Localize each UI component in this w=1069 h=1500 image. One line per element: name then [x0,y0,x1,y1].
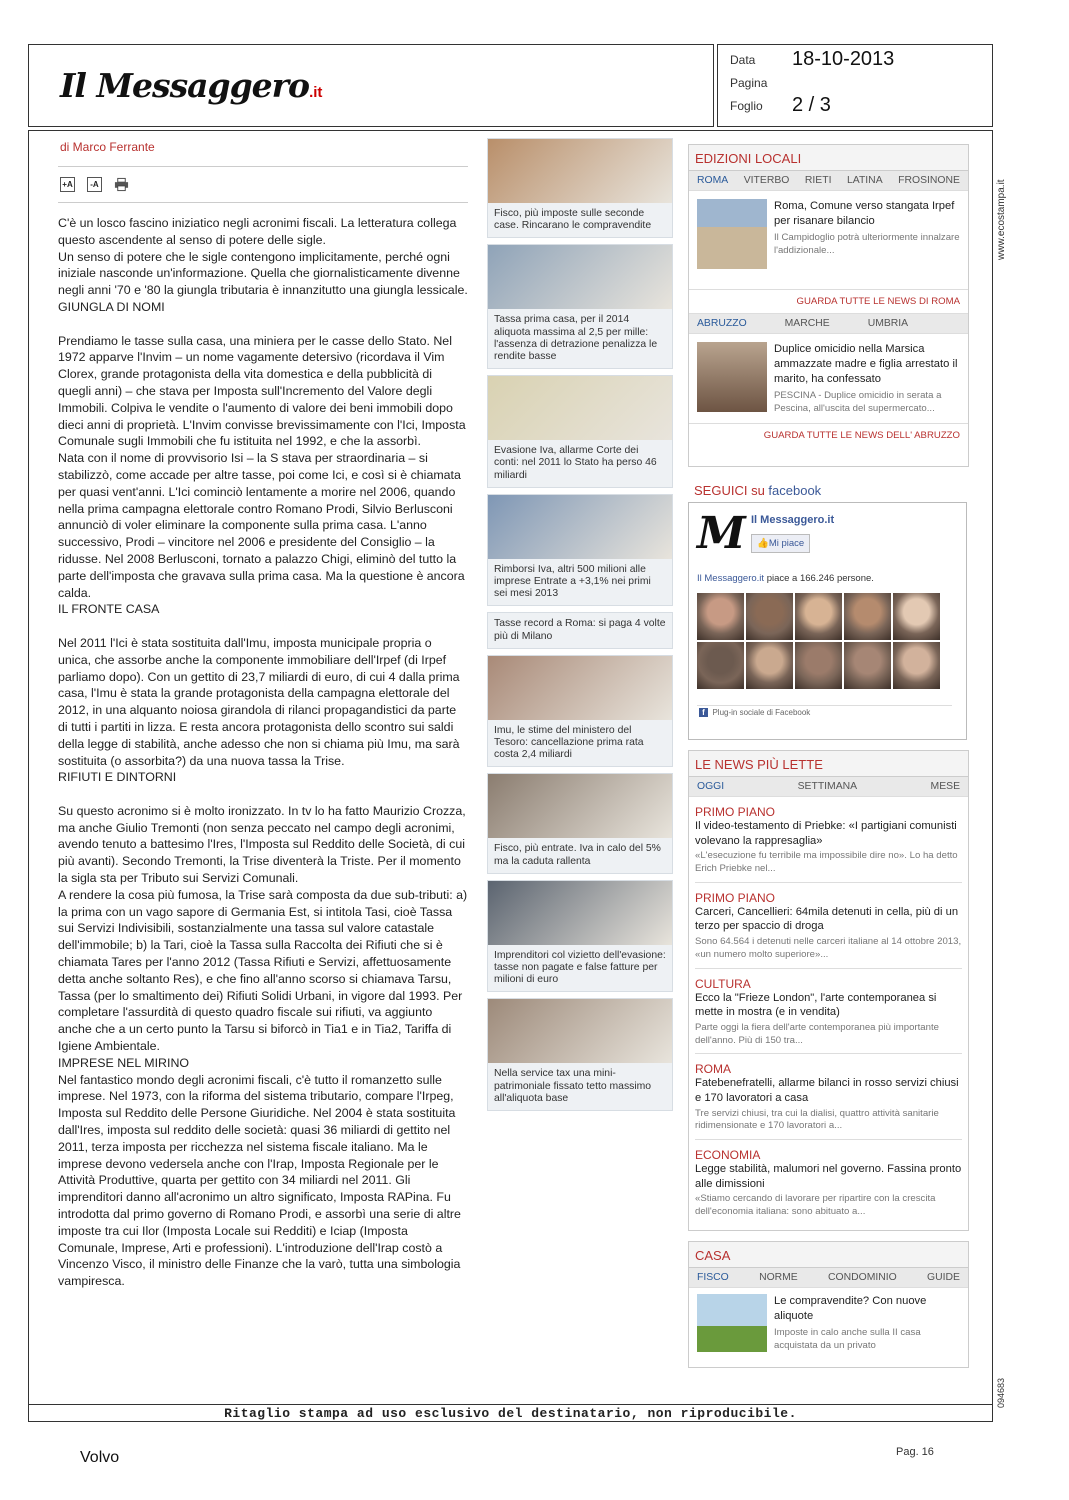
casa-title: CASA [689,1242,968,1268]
client-name: Volvo [80,1449,120,1466]
facebook-widget [688,502,967,740]
divider [695,1139,962,1140]
tab-frosinone[interactable]: FROSINONE [898,175,960,186]
most-read-item[interactable] [695,1062,962,1140]
casa-news[interactable] [689,1288,968,1358]
house-photo [697,1294,767,1352]
news-summary: Tre servizi chiusi, tra cui la dialisi, quattro attività sanitarie ridimensionate e 170 lavoratori a... [695,1107,939,1132]
newspaper-logo: Il Messaggero.it [60,66,323,105]
foglio-label: Foglio [730,99,763,113]
paragraph-gap [58,786,468,803]
print-icon[interactable] [114,177,129,192]
news-summary: Il Campidoglio potrà ulteriormente innalzare l'addizionale... [774,232,960,256]
right-sidebar [688,144,969,1368]
fan-avatar[interactable] [893,593,940,640]
article-photo [488,656,672,720]
increase-font-button[interactable]: +A [60,177,75,192]
news-summary: Parte oggi la fiera dell'arte contemporanea più importante dell'anno. Più di 150 tra... [695,1021,939,1046]
fan-avatar[interactable] [746,593,793,640]
related-article-card[interactable] [487,880,673,993]
section-heading: RIFIUTI E DINTORNI [58,770,177,785]
casa-tabs [689,1268,968,1288]
facebook-title: SEGUICI su facebook [694,483,822,498]
article-caption[interactable]: Rimborsi Iva, altri 500 milioni alle imprese Entrate a +3,1% nei primi sei mesi 2013 [494,563,651,600]
tab-oggi[interactable]: OGGI [697,781,725,792]
decrease-font-button[interactable]: -A [87,177,102,192]
article-photo [488,774,672,838]
article-caption[interactable]: Evasione Iva, allarme Corte dei conti: nel 2011 lo Stato ha perso 46 miliardi [494,445,657,481]
related-article-card[interactable] [487,244,673,369]
tab-condominio[interactable]: CONDOMINIO [828,1272,897,1283]
article-photo [488,881,672,945]
paragraph-gap [58,316,468,333]
tab-settimana[interactable]: SETTIMANA [797,781,858,792]
article-caption[interactable]: Imu, le stime del ministero del Tesoro: cancellazione prima rata costa 2,4 miliardi [494,724,644,761]
page-number: Pag. 16 [896,1446,934,1458]
fan-avatar[interactable] [844,642,891,689]
article-paragraph: Prendiamo le tasse sulla casa, una miniera per le casse dello Stato. Nel 1972 apparve l'Invim – un nome vagamente detersivo (ricordava il Vim Clorex, grande protagonista della vita domestica e della pubblicità di quegli anni) – che stava per Imposta sull'Incremento del Valore degli Immobili. Colpiva le vendite o l'aumento di valore dei beni immobili dopo dieci anni di proprietà. L'Invim convisse brevissimamente con l'Ici, Imposta Comunale sugli Immobili che fu istituita nel 1992, e che la assorbì. [58,333,466,449]
tab-rieti[interactable]: RIETI [804,175,832,186]
news-title[interactable]: Ecco la "Frieze London", l'arte contemporanea si mette in mostra (e in vendita) [695,991,937,1019]
divider [58,202,468,203]
fan-avatar[interactable] [844,593,891,640]
related-article-card[interactable] [487,612,673,648]
article-caption[interactable]: Nella service tax una mini-patrimoniale fissato tetto massimo all'aliquota base [494,1068,652,1104]
tab-umbria[interactable]: UMBRIA [867,318,909,329]
related-article-card[interactable] [487,494,673,607]
news-summary: PESCINA - Duplice omicidio in serata a Pescina, all'uscita del supermercato... [774,390,942,414]
most-read-item[interactable] [695,977,962,1055]
see-all-abruzzo-link[interactable]: GUARDA TUTTE LE NEWS DELL' ABRUZZO [689,423,968,447]
article-photo [488,245,672,309]
news-summary: «Stiamo cercando di lavorare per ripartire con la crescita dell'economia italiana: sono abituato a... [695,1193,936,1218]
related-article-card[interactable] [487,138,673,238]
tab-abruzzo[interactable]: ABRUZZO [697,318,747,329]
article-photo [488,376,672,440]
pagina-label: Pagina [730,76,768,90]
see-all-roma-link[interactable]: GUARDA TUTTE LE NEWS DI ROMA [689,289,968,313]
article-caption[interactable]: Imprenditori col vizietto dell'evasione: tasse non pagate e false fatture per milioni di euro [494,949,666,986]
side-code: 094683 [996,1377,1006,1408]
divider [695,1053,962,1054]
article-body [58,215,468,1290]
article-photo [488,999,672,1063]
tab-viterbo[interactable]: VITERBO [743,175,790,186]
category-label: ECONOMIA [695,1148,761,1163]
divider [695,968,962,969]
article-photo [488,139,672,203]
most-read-box [688,750,969,1231]
category-label: PRIMO PIANO [695,890,776,905]
news-title[interactable]: Il video-testamento di Priebke: «I partigiani comunisti volevano la rappresaglia» [695,820,957,847]
most-read-title: LE NEWS PIÙ LETTE [689,751,968,777]
article-photo [488,495,672,559]
article-author: di Marco Ferrante [60,140,155,154]
tab-guide[interactable]: GUIDE [927,1272,960,1283]
facebook-plugin-note: f Plug-in sociale di Facebook [699,708,810,717]
news-title[interactable]: Le compravendite? Con nuove aliquote [774,1295,927,1322]
campidoglio-photo [697,199,767,269]
edizione-news-abruzzo[interactable] [689,334,968,421]
edizione-news-roma[interactable] [689,191,968,275]
fan-avatar[interactable] [893,642,940,689]
news-summary: Sono 64.564 i detenuti nelle carceri italiane al 14 ottobre 2013, «un numero molto superiore»... [695,935,962,960]
fan-avatars [697,593,947,689]
tab-norme[interactable]: NORME [759,1272,798,1283]
category-label: CULTURA [695,976,751,991]
messaggero-m-logo: M [697,508,746,559]
fan-avatar[interactable] [697,593,744,640]
most-read-item[interactable] [695,891,962,969]
news-title[interactable]: Legge stabilità, malumori nel governo. Fassina pronto alle dimissioni [695,1163,962,1190]
related-thumbnails [487,138,673,1117]
edizioni-tabs-2 [689,313,968,334]
edizioni-tabs-1 [689,171,968,191]
article-paragraph: Nel 2011 l'Ici è stata sostituita dall'Imu, imposta municipale propria o unica, che assorbe anche la componente immobiliare dell'Irpef (di Irpef parliamo dopo). Con un gettito di 23,7 miliardi di euro, di cui 4 dalla prima casa, l'Imu è stata la grande protagonista della campagna elettorale del 2012, in una alquanto noiosa girandola di rilanci propagandistici da parte di tutti i partiti in lizza. E resta ancora protagonista dello scontro sui saldi della legge di stabilità, anche adesso che non si chiama più Imu, ma sarà sostituita (o assorbita?) da una nuova tassa la Trise. [58,635,460,768]
article-caption[interactable]: Tasse record a Roma: si paga 4 volte più di Milano [494,618,666,642]
tab-mese[interactable]: MESE [930,781,960,792]
article-paragraph: Nel fantastico mondo degli acronimi fiscali, c'è tutto il romanzetto sulle imprese. Nel 1973, con la riforma del sistema tributario, compare l'Irpeg, Imposta sul Reddito delle Persone Giuridiche. Nel 2004 è stata sostituita dall'Ires, imposta sul reddito delle società: quasi 36 miliardi di gettito nel 2011, terza imposta per ricchezza nel sistema fiscale italiano. Ma le imprese devono vedersela anche con l'Irap, Imposta Regionale per le Attività Produttive, quarta per gettito con 34 miliardi nel 2011. Gli imprenditori danno all'acronimo un altro significato, Imposta RAPina. Fu introdotta dal primo governo di Romano Prodi, e assorbì una serie di altre imposte tra cui Ilor (Imposta Locale sui Redditi) e Iciap (Imposta Comunale, Imprese, Arti e professioni). L'introduzione dell'Irap costò a Vincenzo Visco, il ministro delle Finanze che la varò, tutta una simbologia vampiresca. [58,1072,461,1289]
paragraph-gap [58,618,468,635]
edizioni-title: EDIZIONI LOCALI [689,145,968,171]
news-title[interactable]: Fatebenefratelli, allarme bilanci in rosso servizi chiusi e 170 lavoratori a casa [695,1077,959,1104]
section-heading: GIUNGLA DI NOMI [58,299,165,314]
most-read-item[interactable] [695,805,962,883]
facebook-icon: f [699,708,708,717]
tab-fisco[interactable]: FISCO [697,1272,729,1283]
facebook-page-name[interactable]: Il Messaggero.it [751,514,835,526]
news-title[interactable]: Carceri, Cancellieri: 64mila detenuti in cella, più di un terzo per spaccio di droga [695,905,959,933]
related-article-card[interactable] [487,375,673,488]
side-url: www.ecostampa.it [996,179,1007,260]
divider [695,882,962,883]
article-caption[interactable]: Fisco, più imposte sulle seconde case. Rincarano le compravendite [494,208,652,232]
related-article-card[interactable] [487,773,673,873]
news-summary: Imposte in calo anche sulla II casa acquistata da un privato [774,1327,921,1351]
most-read-tabs [689,777,968,797]
fan-avatar[interactable] [795,642,842,689]
article-paragraph: C'è un losco fascino iniziatico negli acronimi fiscali. La letteratura collega questo ascendente al senso di potere delle sigle. [58,216,457,247]
data-label: Data [730,53,756,67]
like-button[interactable]: 👍Mi piace [751,534,810,553]
casa-box [688,1241,969,1368]
fan-avatar[interactable] [697,642,744,689]
fan-avatar[interactable] [795,593,842,640]
article-paragraph: Nata con il nome di provvisorio Isi – la S stava per straordinaria – si stabilizzò, come accade per altre tasse, poi come Ici, e così si è chiamata per quasi vent'anni. L'Ici cominciò lentamente a morire nel 2006, quando nella prima campagna elettorale contro Romano Prodi, Silvio Berlusconi annunciò di voler eliminare la componente sulla prima casa. L'anno successivo, Prodi – vincitore nel 2006 e presidente del Consiglio – la ridusse. Nel 2008 Berlusconi, tornato a palazzo Chigi, eliminò del tutto la parte dell'imposta che gravava sulla prima casa. Ma la questione è ancora calda. [58,451,465,600]
most-read-item[interactable] [695,1148,962,1219]
tab-latina[interactable]: LATINA [847,175,883,186]
data-value: 18-10-2013 [792,48,895,70]
news-title[interactable]: Roma, Comune verso stangata Irpef per risanare bilancio [774,200,955,227]
category-label: ROMA [695,1062,731,1077]
tab-roma[interactable]: ROMA [697,175,729,186]
news-title[interactable]: Duplice omicidio nella Marsica ammazzate madre e figlia arrestato il marito, ha confessato [774,343,958,385]
disclaimer: Ritaglio stampa ad uso esclusivo del destinatario, non riproducibile. [224,1406,797,1421]
article-paragraph: Un senso di potere che le sigle contengono implicitamente, perché ogni iniziale nasconde un'informazione. Quella che giornalisticamente divenne negli anni '70 e '80 la giungla tributaria è innanzitutto una giungla lessicale. [58,249,468,298]
tab-marche[interactable]: MARCHE [784,318,830,329]
most-read-list [689,805,968,1219]
article-paragraph: A rendere la cosa più fumosa, la Trise sarà composta da due sub-tributi: a) la prima con un vago sapore di Germania Est, si intitola Tasi, cioè Tassa sui Servizi Indivisibili, sostanzialmente una tassa sul valore catastale dell'immobile; b) la Tari, cioè la Tassa sulla Raccolta dei Rifiuti che si è chiamata Tares per l'anno 2012 (Tassa Rifiuti e Servizi, affettuosamente detta anche soltanto Res), e che fino all'anno scorso si chiamava Tarsu, Tassa (per lo smaltimento dei) Rifiuti Solidi Urbani, in vigore dal 1993. Per completare l'assurdità di questo quadro fiscale sui rifiuti, va aggiunto anche che a un certo punto la Tarsu si biforcò in Tia1 e in Tia2, Tariffa di Igiene Ambientale. [58,887,468,1054]
news-summary: «L'esecuzione fu terribile ma impossibile dire no». Lo ha detto Erich Priebke nel... [695,850,958,874]
article-paragraph: Su questo acronimo si è molto ironizzato. In tv lo ha fatto Maurizio Crozza, ma anche Giulio Tremonti (non senza peccato nel campo degli acronimi, avendo tenuto a battesimo l'Ires, l'Imposta sul Reddito delle Società, di cui più avanti). Secondo Tremonti, la Trise diventerà la Triste. Per il momento la sigla sta per Tributo sui Servizi Comunali. [58,803,466,886]
section-heading: IMPRESE NEL MIRINO [58,1055,190,1070]
likes-count: Il Messaggero.it piace a 166.246 persone. [697,573,874,584]
thumbs-up-icon: 👍 [757,538,769,549]
divider [58,166,468,167]
foglio-value: 2 / 3 [792,94,831,116]
article-tools [60,177,468,192]
article-caption[interactable]: Tassa prima casa, per il 2014 aliquota massima al 2,5 per mille: l'assenza di detrazione penalizza le rendite basse [494,314,658,363]
crime-scene-photo [697,342,767,412]
article-caption[interactable]: Fisco, più entrate. Iva in calo del 5% ma la caduta rallenta [494,843,661,867]
section-heading: IL FRONTE CASA [58,602,160,617]
divider [697,705,952,706]
article-column [58,138,468,1364]
fan-avatar[interactable] [746,642,793,689]
related-article-card[interactable] [487,655,673,768]
edizioni-locali-box [688,144,969,467]
category-label: PRIMO PIANO [695,805,776,819]
related-article-card[interactable] [487,998,673,1111]
